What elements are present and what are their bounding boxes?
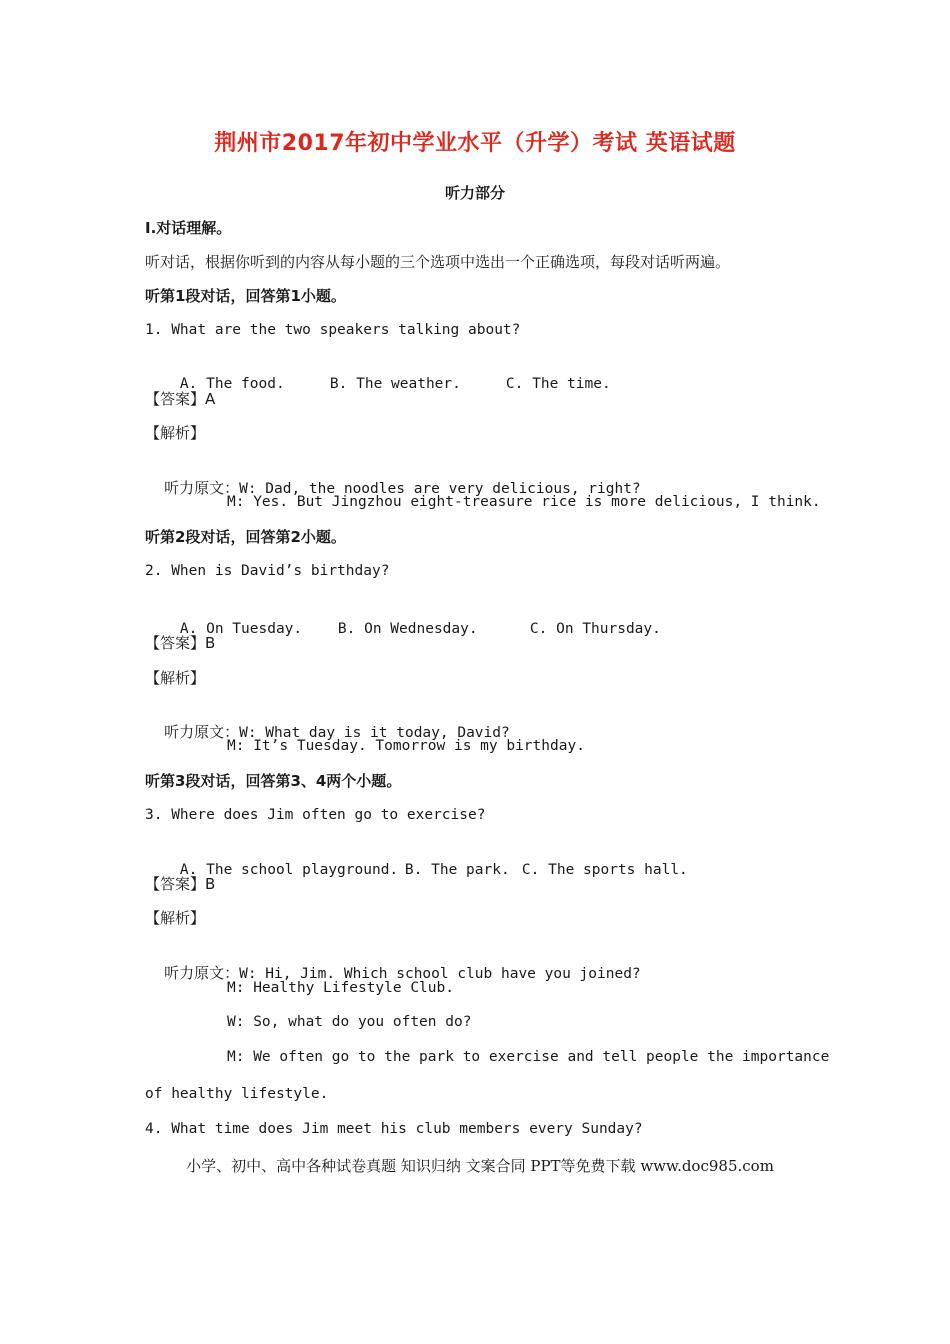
q2-transcript-line-1: W: What day is it today, David?	[239, 725, 510, 741]
q3-question: 3. Where does Jim often go to exercise?	[145, 807, 486, 823]
q1-intro: 听第1段对话，回答第1小题。	[145, 287, 346, 305]
q3-option-c: C. The sports hall.	[521, 862, 688, 878]
q1-analysis: 【解析】	[145, 424, 206, 442]
q2-transcript-line-2: M: It’s Tuesday. Tomorrow is my birthday.	[227, 738, 585, 754]
q1-option-b: B. The weather.	[329, 376, 461, 392]
q34-transcript-line-4: M: We often go to the park to exercise and tell people the importance	[227, 1049, 830, 1065]
q2-transcript-label-text: 听力原文：	[164, 723, 240, 741]
section-heading: I.对话理解。	[145, 219, 232, 237]
q2-option-b: B. On Wednesday.	[337, 621, 478, 637]
q1-option-a: A. The food.	[179, 376, 285, 392]
section-subtitle: 听力部分	[444, 184, 505, 202]
q2-question: 2. When is David’s birthday?	[145, 563, 390, 579]
q34-transcript-line-1: W: Hi, Jim. Which school club have you joined?	[239, 966, 641, 982]
q1-answer: 【答案】A	[145, 390, 216, 408]
q2-analysis: 【解析】	[145, 669, 206, 687]
q3-option-a: A. The school playground.	[179, 862, 399, 878]
q34-transcript-line-2: M: Healthy Lifestyle Club.	[227, 980, 454, 996]
q4-question: 4. What time does Jim meet his club members every Sunday?	[145, 1121, 643, 1137]
q1-transcript-line-2: M: Yes. But Jingzhou eight-treasure rice is more delicious, I think.	[227, 494, 821, 510]
q2-answer: 【答案】B	[145, 634, 216, 652]
q1-option-c: C. The time.	[505, 376, 611, 392]
q2-intro: 听第2段对话，回答第2小题。	[145, 528, 346, 546]
page-title: 荆州市2017年初中学业水平（升学）考试 英语试题	[214, 131, 736, 156]
q3-option-b: B. The park.	[404, 862, 510, 878]
q34-analysis: 【解析】	[145, 909, 206, 927]
q34-transcript-line-3: W: So, what do you often do?	[227, 1014, 472, 1030]
q1-transcript-line-1: W: Dad, the noodles are very delicious, right?	[239, 481, 641, 497]
q34-answer: 【答案】B	[145, 875, 216, 893]
page-footer: 小学、初中、高中各种试卷真题 知识归纳 文案合同 PPT等免费下载 www.doc985.com	[186, 1157, 774, 1175]
q34-transcript-continuation: of healthy lifestyle.	[145, 1086, 329, 1102]
q1-question: 1. What are the two speakers talking about?	[145, 322, 521, 338]
q34-transcript-label-text: 听力原文：	[164, 964, 240, 982]
q34-intro: 听第3段对话，回答第3、4两个小题。	[145, 772, 402, 790]
q2-option-c: C. On Thursday.	[529, 621, 661, 637]
q1-transcript-label-text: 听力原文：	[164, 479, 240, 497]
q2-option-a: A. On Tuesday.	[179, 621, 303, 637]
instruction-text: 听对话，根据你听到的内容从每小题的三个选项中选出一个正确选项，每段对话听两遍。	[145, 253, 731, 271]
